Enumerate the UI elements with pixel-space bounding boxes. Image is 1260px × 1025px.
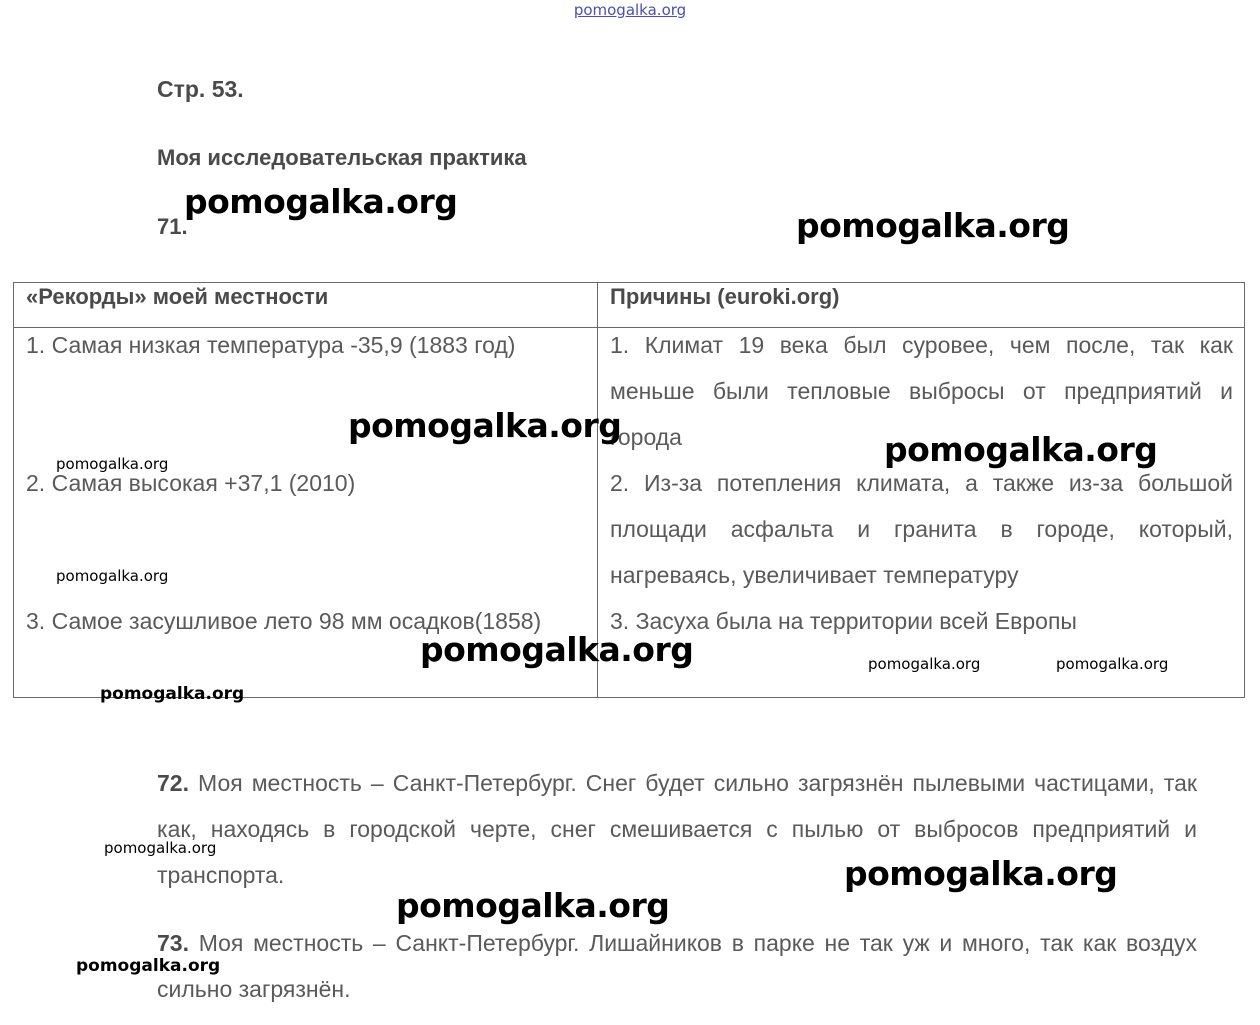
- task-72-text: Моя местность – Санкт-Петербург. Снег будет сильно загрязнён пылевыми частицами, так как, находясь в городской черте, снег смешивается с пылью от выбросов предприятий и транспорта.: [157, 770, 1197, 888]
- page-reference: Стр. 53.: [157, 76, 244, 102]
- watermark: pomogalka.org: [100, 684, 245, 704]
- watermark: pomogalka.org: [868, 655, 981, 673]
- record-cell-2: 2. Самая высокая +37,1 (2010): [26, 470, 356, 496]
- task-73-text: Моя местность – Санкт-Петербург. Лишайников в парке не так уж и много, так как воздух сильно загрязнён.: [157, 930, 1197, 1002]
- record-cell-3: 3. Самое засушливое лето 98 мм осадков(1858): [26, 608, 542, 634]
- site-link[interactable]: pomogalka.org: [573, 1, 687, 19]
- watermark: pomogalka.org: [56, 567, 169, 585]
- watermark: pomogalka.org: [396, 886, 670, 925]
- task-71-number: 71.: [157, 214, 188, 239]
- watermark: pomogalka.org: [56, 455, 169, 473]
- watermark: pomogalka.org: [184, 182, 458, 221]
- reason-cell-3: 3. Засуха была на территории всей Европы: [610, 608, 1077, 634]
- record-cell-1: 1. Самая низкая температура -35,9 (1883 год): [26, 332, 516, 358]
- watermark: pomogalka.org: [348, 406, 622, 445]
- watermark: pomogalka.org: [420, 630, 694, 669]
- watermark: pomogalka.org: [844, 854, 1118, 893]
- task-72-number: 72.: [157, 770, 189, 796]
- watermark: pomogalka.org: [76, 956, 221, 976]
- task-73-paragraph: [157, 920, 1197, 1012]
- table-header-records: «Рекорды» моей местности: [26, 284, 329, 309]
- reason-cell-1: 1. Климат 19 века был суровее, чем после, так как меньше были тепловые выбросы от предприятий и города: [610, 332, 1233, 450]
- watermark: pomogalka.org: [884, 430, 1158, 469]
- watermark: pomogalka.org: [796, 206, 1070, 245]
- watermark: pomogalka.org: [1056, 655, 1169, 673]
- table-header-reasons: Причины (euroki.org): [610, 284, 840, 309]
- task-73-number: 73.: [157, 930, 189, 956]
- section-title: Моя исследовательская практика: [157, 145, 527, 170]
- watermark: pomogalka.org: [104, 839, 217, 857]
- reason-cell-2: 2. Из-за потепления климата, а также из-за большой площади асфальта и гранита в городе, который, нагреваясь, увеличивает температуру: [610, 470, 1233, 588]
